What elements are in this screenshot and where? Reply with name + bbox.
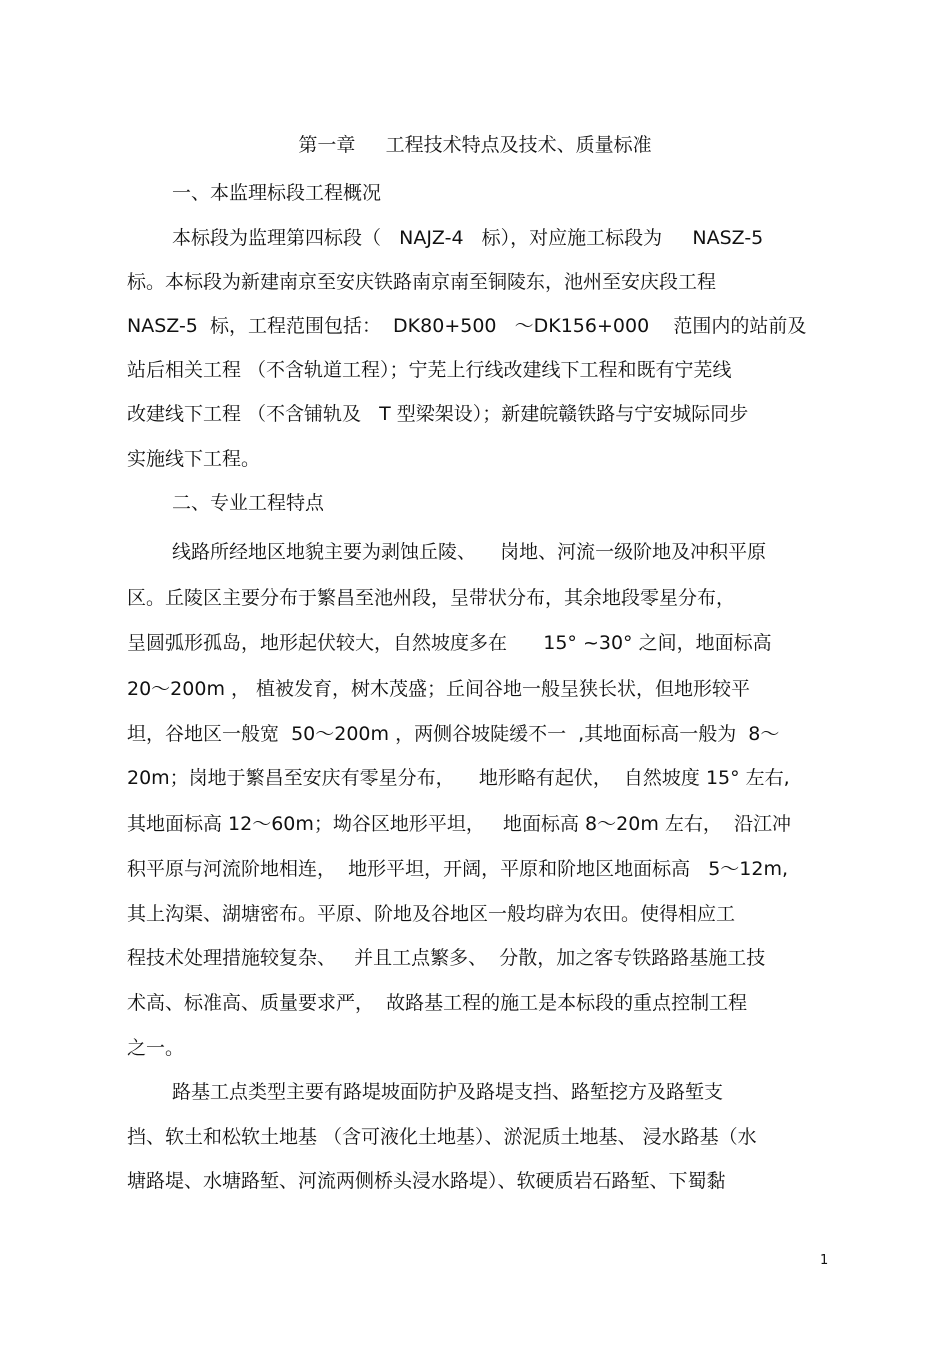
text-line: 20～200m ， 植被发育，树木茂盛；丘间谷地一般呈狭长状，但地形较平 (127, 678, 751, 700)
text-line: 站后相关工程 （不含轨道工程）；宁芜上行线改建线下工程和既有宁芜线 (127, 359, 732, 381)
text-line: 塘路堤、水塘路堑、河流两侧桥头浸水路堤）、软硬质岩石路堑、下蜀黏 (127, 1170, 726, 1192)
text-line: NASZ-5 标，工程范围包括： DK80+500 ～DK156+000 范围内的站前及 (127, 315, 807, 337)
text-line: 其地面标高 12～60m；坳谷区地形平坦， 地面标高 8～20m 左右， 沿江冲 (127, 813, 791, 835)
text-line: 其上沟渠、湖塘密布。平原、阶地及谷地区一般均辟为农田。使得相应工 (127, 903, 736, 925)
text-line: 路基工点类型主要有路堤坡面防护及路堤支挡、路堑挖方及路堑支 (172, 1081, 724, 1103)
text-line: 改建线下工程 （不含铺轨及 T 型梁架设）；新建皖赣铁路与宁安城际同步 (127, 403, 749, 425)
text-line: 积平原与河流阶地相连， 地形平坦，开阔，平原和阶地区地面标高 5～12m, (127, 858, 789, 880)
text-line: 之一。 (127, 1037, 185, 1059)
section-heading-2: 二、专业工程特点 (172, 492, 325, 514)
text-line: 术高、标准高、质量要求严， 故路基工程的施工是本标段的重点控制工程 (127, 992, 748, 1014)
page-number: 1 (820, 1253, 829, 1268)
text-line: 20m；岗地于繁昌至安庆有零星分布， 地形略有起伏， 自然坡度 15° 左右, (127, 767, 790, 789)
text-line: 程技术处理措施较复杂、 并且工点繁多、 分散，加之客专铁路路基施工技 (127, 947, 766, 969)
text-line: 挡、软土和松软土地基 （含可液化土地基）、淤泥质土地基、 浸水路基（水 (127, 1126, 757, 1148)
text-line: 标。本标段为新建南京至安庆铁路南京南至铜陵东，池州至安庆段工程 (127, 271, 717, 293)
text-line: 坦，谷地区一般宽 50～200m ，两侧谷坡陡缓不一 ,其地面标高一般为 8～ (127, 723, 780, 745)
chapter-title: 第一章 工程技术特点及技术、质量标准 (298, 134, 652, 156)
text-line: 区。丘陵区主要分布于繁昌至池州段，呈带状分布，其余地段零星分布， (127, 587, 736, 609)
text-line: 本标段为监理第四标段（ NAJZ-4 标），对应施工标段为 NASZ-5 (172, 227, 764, 249)
section-heading-1: 一、本监理标段工程概况 (172, 182, 382, 204)
text-line: 线路所经地区地貌主要为剥蚀丘陵、 岗地、河流一级阶地及冲积平原 (172, 541, 767, 563)
text-line: 实施线下工程。 (127, 448, 261, 470)
text-line: 呈圆弧形孤岛，地形起伏较大，自然坡度多在 15° ~30° 之间，地面标高 (127, 632, 772, 654)
